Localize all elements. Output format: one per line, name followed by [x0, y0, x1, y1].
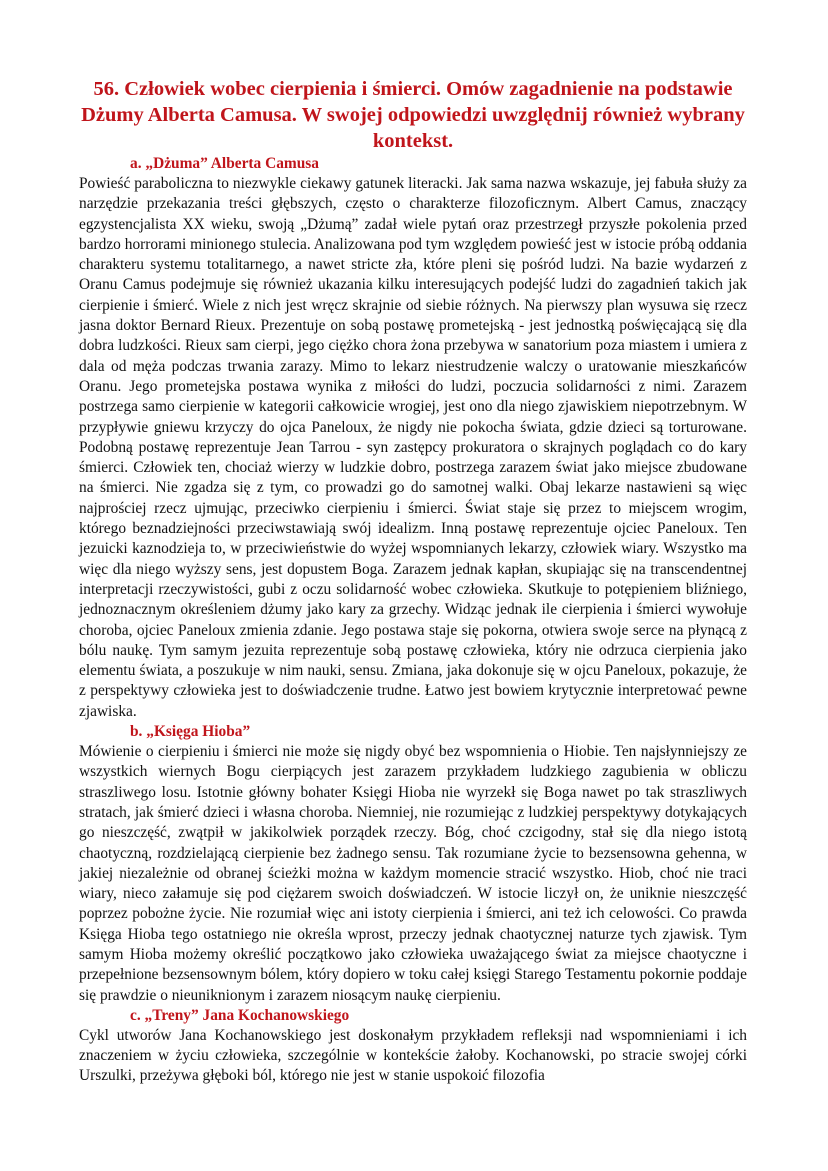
section-a — [79, 154, 747, 722]
section-heading-dzuma: a. „Dżuma” Alberta Camusa — [130, 155, 319, 172]
section-c — [79, 1006, 747, 1087]
section-text-ksiega-hioba: Mówienie o cierpieniu i śmierci nie może się nigdy obyć bez wspomnienia o Hiobie. Ten najsłynniejszy ze wszystkich wiernych Bogu cierpiących jest zarazem przykładem ludzkiego zagubienia w obliczu straszliwego losu. Istotnie główny bohater Księgi Hioba nie wyrzekł się Boga nawet po tak straszliwych stratach, jak śmierć dzieci i własna choroba. Niemniej, nie rozumiejąc z ludzkiej perspektywy dotykających go nieszczęść, zwątpił w jakikolwiek porządek rzeczy. Bóg, choć czcigodny, stał się dla niego istotą chaotyczną, rozdzielającą cierpienie bez żadnego sensu. Tak rozumiane życie to bezsensowna gehenna, w jakiej niezależnie od obranej ścieżki można w każdym momencie stracić wszystko. Hiob, choć nie traci wiary, nieco załamuje się pod ciężarem swoich doświadczeń. W istocie liczył on, że uniknie nieszczęść poprzez pobożne życie. Nie rozumiał więc ani istoty cierpienia i śmierci, ani też ich celowości. Co prawda Księga Hioba tego ostatniego nie określa wprost, przeczy jednak chaotycznej naturze tych zjawisk. Tym samym Hioba możemy określić początkowo jako człowieka uważającego świat za miejsce chaotyczne i przepełnione bezsensownym bólem, który dopiero w toku całej księgi Starego Testamentu pokornie poddaje się prawdzie o nieuniknionym i zarazem niosącym naukę cierpieniu. — [79, 743, 747, 1004]
section-heading-ksiega-hioba: b. „Księga Hioba” — [130, 723, 251, 741]
section-heading-treny: c. „Treny” Jana Kochanowskiego — [130, 1006, 350, 1024]
document-page — [79, 76, 747, 1087]
section-text-treny: Cykl utworów Jana Kochanowskiego jest doskonałym przykładem refleksji nad wspomnieniami i ich znaczeniem w życiu człowieka, szczególnie w kontekście żałoby. Kochanowski, po stracie swojej córki Urszulki, przeżywa głęboki ból, którego nie jest w stanie uspokoić filozofia — [79, 1026, 747, 1085]
section-b — [79, 722, 747, 1006]
document-title: 56. Człowiek wobec cierpienia i śmierci. Omów zagadnienie na podstawie Dżumy Alberta Camusa. W swojej odpowiedzi uwzględnij również wybrany kontekst. — [81, 78, 745, 152]
section-text-dzuma: Powieść paraboliczna to niezwykle ciekawy gatunek literacki. Jak sama nazwa wskazuje, jej fabuła służy za narzędzie przekazania treści głębszych, często o charakterze filozoficznym. Albert Camus, znaczący egzystencjalista XX wieku, swoją „Dżumą” zadał wiele pytań oraz przestrzegł przyszłe pokolenia przed bardzo horrorami minionego stulecia. Analizowana pod tym względem powieść jest w istocie próbą oddania charakteru systemu totalitarnego, a nawet stricte zła, które pleni się pośród ludzi. Na bazie wydarzeń z Oranu Camus podejmuje się również ukazania kilku interesujących podejść ludzi do zagadnień takich jak cierpienie i śmierć. Wiele z nich jest wręcz skrajnie od siebie różnych. Na pierwszy plan wysuwa się rzecz jasna doktor Bernard Rieux. Prezentuje on sobą postawę prometejską - jest jednostką poświęcającą się dla dobra ludzkości. Rieux sam cierpi, jego ciężko chora żona przebywa w sanatorium poza miastem i umiera z dala od męża podczas trwania zarazy. Mimo to lekarz niestrudzenie walczy o uratowanie mieszkańców Oranu. Jego prometejska postawa wynika z miłości do ludzi, poczucia solidarności z nimi. Zarazem postrzega samo cierpienie w kategorii całkowicie wrogiej, jest ono dla niego zjawiskiem niepotrzebnym. W przypływie gniewu krzyczy do ojca Paneloux, że nigdy nie pokocha świata, gdzie dzieci są torturowane. Podobną postawę reprezentuje Jean Tarrou - syn zastępcy prokuratora o skrajnych poglądach co do kary śmierci. Człowiek ten, chociaż wierzy w ludzkie dobro, postrzega zarazem świat jako miejsce zbudowane na śmierci. Nie zgadza się z tym, co prowadzi go do samotnej walki. Obaj lekarze nastawieni są więc najprościej rzecz ujmując, przeciwko cierpieniu i śmierci. Świat staje się przez to miejscem wrogim, którego beznadziejności przeciwstawiają swój idealizm. Inną postawę reprezentuje ojciec Paneloux. Ten jezuicki kaznodzieja to, w przeciwieństwie do wyżej wspomnianych lekarzy, człowiek wiary. Wszystko ma więc dla niego wyższy sens, jest dopustem Boga. Zarazem jednak kapłan, skupiając się na transcendentnej interpretacji rzeczywistości, gubi z oczu solidarność wobec człowieka. Skutkuje to potępieniem bliźniego, jednoznacznym określeniem dżumy jako kary za grzechy. Widząc jednak ile cierpienia i śmierci wywołuje choroba, ojciec Paneloux zmienia zdanie. Jego postawa staje się pokorna, otwiera swoje serce na płynącą z bólu naukę. Tym samym jezuita reprezentuje sobą postawę człowieka, który nie odrzuca cierpienia jako elementu świata, a poszukuje w nim nauki, sensu. Zmiana, jaka dokonuje się w ojcu Paneloux, pokazuje, że z perspektywy człowieka jest to doświadczenie trudne. Łatwo jest bowiem krytycznie interpretować pewne zjawiska. — [79, 175, 747, 720]
